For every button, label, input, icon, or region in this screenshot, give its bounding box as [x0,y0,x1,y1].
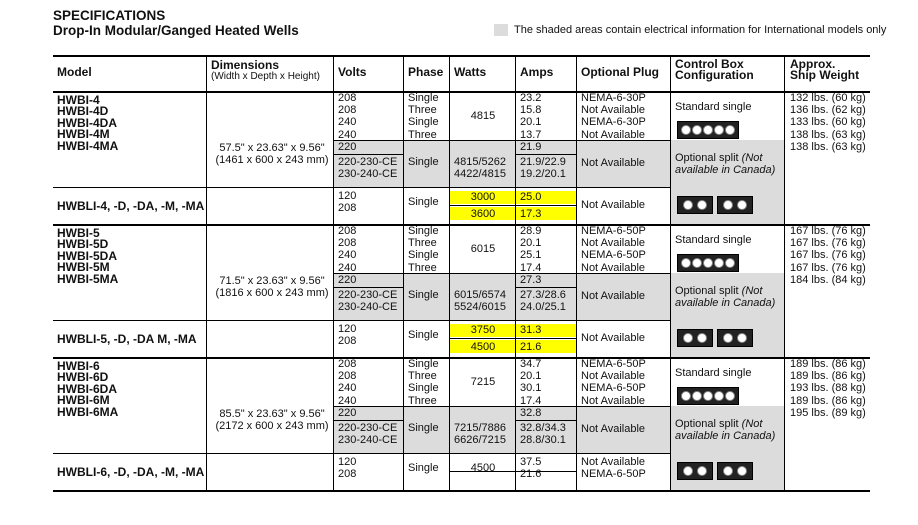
header-amps: Amps [520,65,554,79]
watts-value: 7215/7886 [454,422,506,434]
model-group [53,226,870,359]
volts-list [334,456,356,480]
amps-value: 20.1 [520,370,542,383]
control-standard-label: Standard single [675,101,752,113]
plug-value: NEMA-6-50P [581,225,646,237]
volts-value: 240 [338,394,357,407]
amps-list [516,225,541,274]
plug-list [577,456,646,480]
control-optional-label [671,285,775,309]
amps-value: 20.1 [520,237,542,250]
header-control-1: Control Box [675,57,744,71]
col-divider [670,57,671,91]
model-list [53,361,118,418]
dimensions-imperial: 57.5" x 23.63" x 9.56" [219,142,325,154]
amps-value: 21.6 [520,341,542,353]
model-group [53,93,870,226]
control-box-icon [717,329,753,347]
volts-list [334,225,356,274]
dimensions-metric: (2172 x 600 x 243 mm) [215,420,329,433]
intl-plug: Not Available [581,423,646,435]
watts-value: 4500 [470,341,496,353]
volts-value: 230-240-CE [338,434,398,447]
control-box-icon [677,329,713,347]
sub-model-name: HWBLI-5, -D, -DA M, -MA [57,332,197,346]
control-box-icon [717,196,753,214]
plug-value: Not Available [581,332,646,344]
control-box-icon [717,462,753,480]
volts-value: 208 [338,335,357,348]
dimensions [213,408,331,432]
row-divider [450,205,577,206]
plug-list [577,92,646,141]
volts-value: 208 [338,358,357,370]
weight-list [786,92,866,153]
header-control-2: Configuration [675,68,754,82]
phase-value: Single [408,249,439,262]
phase-value: Single [408,196,439,208]
watts-value: 7215 [470,376,496,388]
header-phase: Phase [408,65,444,79]
volts-value: 220-230-CE [338,156,398,168]
weight-value: 167 lbs. (76 kg) [790,237,866,250]
phase-value: Single [408,92,439,104]
plug-value: Not Available [581,394,646,407]
plug-value: Not Available [581,199,646,211]
control-box-single [677,387,739,405]
weight-list [786,358,866,419]
model-group [53,359,870,492]
weight-value: 189 lbs. (86 kg) [790,394,866,407]
intl-amps-list [516,156,566,180]
control-box-icon [677,121,739,139]
col-divider [576,57,577,91]
plug-value: Not Available [581,261,646,274]
sub-model-name: HWBLI-6, -D, -DA, -M, -MA [57,465,205,479]
row-divider [516,420,577,421]
dimensions-metric: (1816 x 600 x 243 mm) [215,287,329,300]
watts-value: 4815/5262 [454,156,506,168]
header-volts: Volts [338,65,367,79]
phase-value: Single [408,358,439,370]
model-name: HWBI-4D [57,104,109,119]
weight-value: 133 lbs. (60 kg) [790,116,866,129]
model-name: HWBI-4DA [57,115,117,130]
col-divider [784,93,785,224]
shade-swatch-icon [494,24,508,36]
weight-value: 195 lbs. (89 kg) [790,406,866,419]
volts-value: 230-240-CE [338,301,398,314]
col-divider [206,359,207,490]
model-name: HWBI-6 [57,359,100,373]
weight-value: 132 lbs. (60 kg) [790,92,866,104]
col-divider [333,57,334,91]
model-name: HWBI-4M [57,127,110,142]
row-divider [53,187,670,188]
control-box-split [677,196,753,214]
plug-value: NEMA-6-50P [581,249,646,262]
phase-value: Three [408,370,437,383]
intl-phase: Single [408,422,439,434]
control-box-split [677,462,753,480]
plug-value: NEMA-6-50P [581,358,646,370]
model-name: HWBI-5M [57,260,110,275]
dimensions-imperial: 71.5" x 23.63" x 9.56" [219,275,325,287]
volts-list [334,190,356,214]
volts-value: 208 [338,92,357,104]
intl-plug: Not Available [581,157,646,169]
table-header [53,55,870,93]
plug-list [577,225,646,274]
amps-value: 17.4 [520,261,542,274]
volts-value: 120 [338,190,357,202]
amps-value: 34.7 [520,358,542,370]
col-divider [403,57,404,91]
model-name: HWBI-5MA [57,271,119,286]
col-divider [206,93,207,224]
plug-value: Not Available [581,128,646,141]
phase-value: Three [408,237,437,250]
volts-value: 208 [338,237,357,250]
watts-value: 3600 [470,208,496,220]
plug-list [577,358,646,407]
amps-value: 28.9 [520,225,542,237]
header-dimensions-label: Dimensions [211,58,280,72]
phase-list [404,225,439,274]
dimensions [213,142,331,166]
amps-value: 17.4 [520,394,542,407]
phase-value: Single [408,225,439,237]
plug-value: Not Available [581,104,646,117]
amps-value: 25.0 [520,191,542,203]
row-divider [516,287,577,288]
volts-value: 208 [338,370,357,383]
intl-amps: 27.3 [520,274,542,286]
phase-value: Single [408,329,439,341]
control-box-icon [677,254,739,272]
control-box-icon [677,196,713,214]
control-box-single [677,254,739,272]
amps-value: 21.6 [520,468,542,481]
control-optional-text: Optional split [675,418,742,430]
dimensions-imperial: 85.5" x 23.63" x 9.56" [219,408,325,420]
amps-value: 30.1 [520,382,542,395]
control-optional-text: Optional split [675,285,742,297]
row-divider [53,320,670,321]
intl-plug: Not Available [581,290,646,302]
volts-value: 208 [338,202,357,215]
volts-value: 240 [338,249,357,262]
weight-value: 167 lbs. (76 kg) [790,249,866,262]
volts-value: 208 [338,104,357,117]
header-plug: Optional Plug [581,65,659,79]
amps-value: 27.3/28.6 [520,289,566,301]
volts-value: 240 [338,261,357,274]
control-optional-note-2: available in Canada) [675,164,776,176]
control-box-split [677,329,753,347]
phase-value: Three [408,394,437,407]
weight-value: 167 lbs. (76 kg) [790,261,866,274]
phase-value: Single [408,116,439,129]
model-name: HWBI-4 [57,93,100,107]
amps-value: 24.0/25.1 [520,301,566,314]
row-divider [53,453,670,454]
model-list [53,95,118,152]
row-divider [334,154,403,155]
amps-value: 23.2 [520,92,542,104]
model-name: HWBI-6MA [57,404,119,419]
weight-value: 138 lbs. (63 kg) [790,128,866,141]
header-control [671,57,783,91]
header-weight [786,57,870,91]
amps-list [516,358,541,407]
row-divider [334,287,403,288]
control-optional-note: (Not [741,152,763,164]
weight-value: 136 lbs. (62 kg) [790,104,866,117]
col-divider [784,359,785,490]
amps-list [516,456,541,480]
volts-value: 240 [338,116,357,129]
amps-list [516,92,541,141]
col-divider [784,226,785,357]
intl-amps: 32.8 [520,407,542,419]
intl-phase: Single [408,156,439,168]
control-optional-note-2: available in Canada) [675,297,776,309]
plug-value: Not Available [581,370,646,383]
col-divider [515,57,516,91]
title-line-2: Drop-In Modular/Ganged Heated Wells [53,22,299,38]
intl-watts-list [450,156,506,180]
col-divider [784,57,785,91]
intl-amps: 21.9 [520,141,542,153]
weight-value: 193 lbs. (88 kg) [790,382,866,395]
legend-text: The shaded areas contain electrical information for International models only [514,24,887,36]
intl-watts-list [450,422,506,446]
amps-value: 17.3 [520,208,542,220]
volts-value: 220-230-CE [338,422,398,434]
model-name: HWBI-4MA [57,138,119,153]
weight-value: 184 lbs. (84 kg) [790,273,866,286]
volts-value: 208 [338,225,357,237]
amps-value: 15.8 [520,104,542,117]
header-weight-2: Ship Weight [790,68,860,82]
control-optional-note-2: available in Canada) [675,430,776,442]
plug-value: Not Available [581,237,646,250]
amps-value: 25.1 [520,249,542,262]
title-line-1: SPECIFICATIONS [53,8,166,23]
control-standard-label: Standard single [675,234,752,246]
amps-value: 19.2/20.1 [520,168,566,181]
weight-list [786,225,866,286]
page-title [53,9,299,38]
volts-value: 120 [338,456,357,468]
col-divider [206,57,207,91]
model-list [53,228,118,285]
amps-value: 13.7 [520,128,542,141]
row-divider [450,338,577,339]
volts-value: 240 [338,128,357,141]
amps-value: 28.8/30.1 [520,434,566,447]
intl-volts: 220 [338,141,357,153]
model-name: HWBI-5D [57,237,109,252]
intl-volts: 220 [338,407,357,419]
shade-legend [494,24,886,36]
dimensions [213,275,331,299]
volts-list [334,323,356,347]
plug-value: NEMA-6-30P [581,92,646,104]
header-model: Model [57,65,92,79]
volts-list [334,92,356,141]
weight-value: 138 lbs. (63 kg) [790,140,866,153]
intl-volts: 220 [338,274,357,286]
control-optional-note: (Not [741,418,763,430]
weight-value: 189 lbs. (86 kg) [790,358,866,370]
spec-table [53,55,870,492]
intl-volts-list [334,289,397,313]
header-dimensions-sub: (Width x Depth x Height) [211,71,320,82]
dimensions-metric: (1461 x 600 x 243 mm) [215,154,329,167]
watts-value: 6015 [470,243,496,255]
watts-value: 4422/4815 [454,168,506,181]
model-name: HWBI-5DA [57,248,117,263]
watts-value: 4815 [470,110,496,122]
model-name: HWBI-6DA [57,381,117,396]
phase-value: Single [408,462,439,474]
weight-value: 189 lbs. (86 kg) [790,370,866,383]
plug-value: NEMA-6-50P [581,468,646,481]
plug-value: NEMA-6-50P [581,382,646,395]
intl-phase: Single [408,289,439,301]
plug-value: Not Available [581,456,646,468]
model-name: HWBI-5 [57,226,100,240]
control-optional-text: Optional split [675,152,742,164]
model-name: HWBI-6M [57,393,110,408]
control-standard-label: Standard single [675,367,752,379]
amps-value: 21.9/22.9 [520,156,566,168]
volts-value: 220-230-CE [338,289,398,301]
phase-value: Three [408,104,437,117]
watts-value: 4500 [470,462,496,474]
volts-value: 208 [338,468,357,481]
header-weight-1: Approx. [790,57,836,71]
volts-list [334,358,356,407]
amps-value: 32.8/34.3 [520,422,566,434]
phase-value: Three [408,261,437,274]
volts-value: 230-240-CE [338,168,398,181]
header-watts: Watts [454,65,487,79]
header-dimensions [207,57,332,91]
watts-value: 6015/6574 [454,289,506,301]
amps-value: 31.3 [520,324,542,336]
watts-value: 5524/6015 [454,301,506,314]
volts-value: 120 [338,323,357,335]
control-optional-note: (Not [741,285,763,297]
control-box-icon [677,462,713,480]
control-box-icon [677,387,739,405]
intl-amps-list [516,422,566,446]
volts-value: 240 [338,382,357,395]
intl-amps-list [516,289,566,313]
col-divider [449,57,450,91]
col-divider [206,226,207,357]
row-divider [334,420,403,421]
intl-watts-list [450,289,506,313]
phase-list [404,92,439,141]
control-box-single [677,121,739,139]
amps-value: 20.1 [520,116,542,129]
amps-value: 37.5 [520,456,542,468]
watts-value: 3000 [470,191,496,203]
phase-list [404,358,439,407]
phase-value: Three [408,128,437,141]
weight-value: 167 lbs. (76 kg) [790,225,866,237]
control-optional-label [671,418,775,442]
watts-value: 3750 [470,324,496,336]
intl-volts-list [334,156,397,180]
row-divider [516,154,577,155]
model-name: HWBI-6D [57,370,109,385]
plug-value: NEMA-6-30P [581,116,646,129]
phase-value: Single [408,382,439,395]
intl-volts-list [334,422,397,446]
watts-value: 6626/7215 [454,434,506,447]
sub-model-name: HWBLI-4, -D, -DA, -M, -MA [57,199,205,213]
control-optional-label [671,152,775,176]
